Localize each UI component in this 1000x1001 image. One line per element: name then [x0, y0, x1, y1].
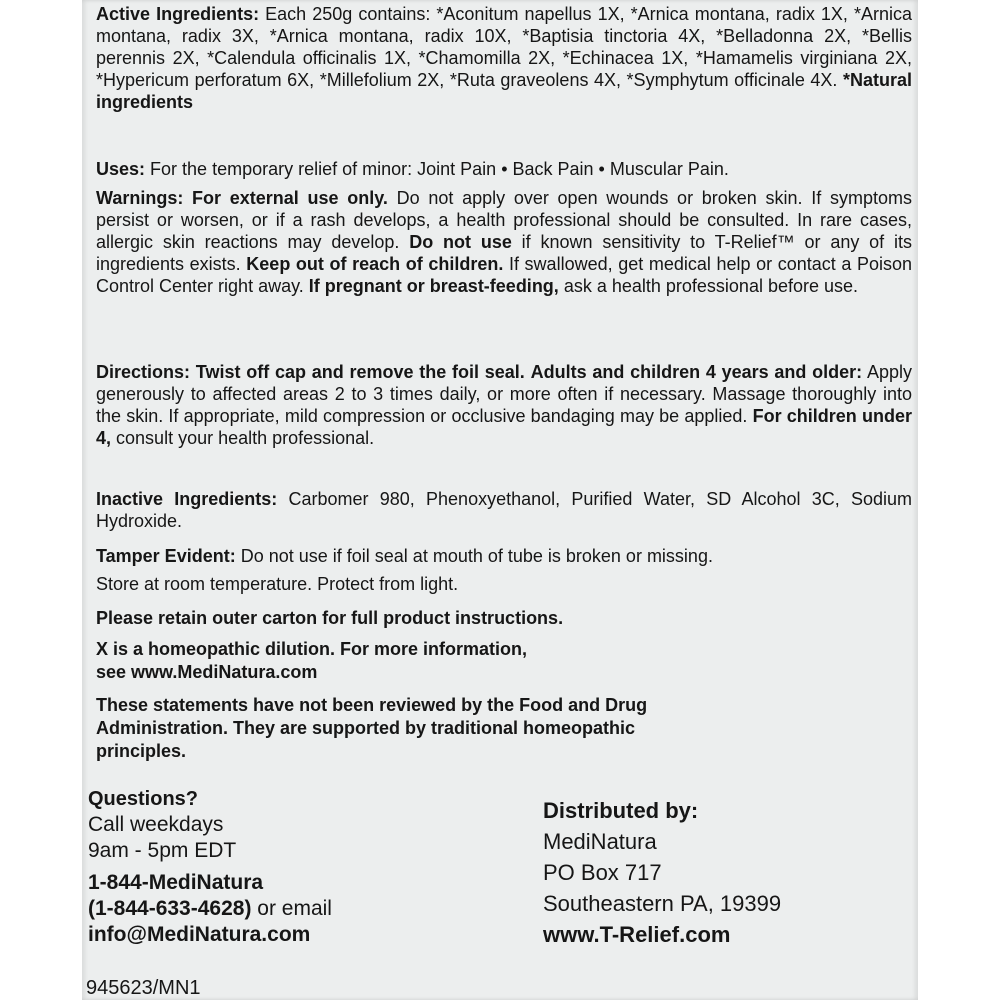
active-ingredients-label: Active Ingredients: [96, 4, 260, 24]
children-under-4-label: For children under 4, [96, 406, 912, 448]
distributor-po-box: PO Box 717 [543, 860, 662, 885]
storage-instructions: Store at room temperature. Protect from light. [96, 574, 459, 594]
adults-label: Adults and children 4 years and older: [530, 362, 863, 382]
do-not-use-label: Do not use [409, 232, 512, 252]
email-address: info@MediNatura.com [88, 923, 311, 946]
directions-text-1: Apply generously to affected areas 2 to 3 times daily, or more often if necessary. Massage thoroughly into the skin. If appropriate, mild compression or occlusive bandaging may be applied. [96, 362, 912, 426]
tamper-evident-label: Tamper Evident: [96, 546, 236, 566]
inactive-ingredients-label: Inactive Ingredients: [96, 489, 278, 509]
questions-label: Questions? [88, 788, 199, 810]
distributor-name: MediNatura [543, 829, 657, 854]
keep-out-of-reach-warning: Keep out of reach of children. [246, 254, 504, 274]
uses-text: For the temporary relief of minor: Joint Pain • Back Pain • Muscular Pain. [150, 159, 729, 179]
fda-line-1: These statements have not been reviewed by the Food and Drug [96, 695, 648, 715]
directions-label: Directions: [96, 362, 191, 382]
active-ingredients-section [96, 3, 912, 113]
inactive-ingredients-section [96, 488, 912, 532]
warnings-label: Warnings: [96, 188, 184, 208]
tamper-evident-text: Do not use if foil seal at mouth of tube is broken or missing. [240, 546, 713, 566]
homeopathic-note [96, 638, 912, 684]
warnings-section [96, 187, 912, 297]
natural-ingredients-note: *Natural ingredients [96, 70, 912, 112]
distributor-city: Southeastern PA, 19399 [543, 891, 782, 916]
twist-off-instruction: Twist off cap and remove the foil seal. [195, 362, 525, 382]
phone-name: 1-844-MediNatura [88, 871, 264, 894]
active-ingredients-text: Each 250g contains: *Aconitum napellus 1X, *Arnica montana, radix 1X, *Arnica montana, radix 3X, *Arnica montana, radix 10X, *Baptisia tinctoria 4X, *Belladonna 2X, *Bellis perennis 2X, *Calendula officinalis 1X, *Chamomilla 2X, *Echinacea 1X, *Hamamelis virginiana 2X, *Hypericum perforatum 6X, *Millefolium 2X, *Ruta graveolens 4X, *Symphytum officinale 4X. [96, 4, 912, 90]
warnings-text-3: If swallowed, get medical help or contact a Poison Control Center right away. [96, 254, 912, 296]
call-hours: 9am - 5pm EDT [88, 839, 237, 862]
questions-block [88, 786, 332, 948]
warnings-text-2: if known sensitivity to T-Relief™ or any of its ingredients exists. [96, 232, 912, 274]
phone-number: (1-844-633-4628) [88, 897, 252, 920]
pregnancy-warning: If pregnant or breast-feeding, [308, 276, 559, 296]
external-use-warning: For external use only. [192, 188, 388, 208]
distributed-by-label: Distributed by: [543, 798, 699, 823]
fda-line-2: Administration. They are supported by traditional homeopathic [96, 718, 636, 738]
retain-carton-note: Please retain outer carton for full product instructions. [96, 608, 564, 628]
product-code: 945623/MN1 [86, 977, 201, 999]
homeopathic-line-1: X is a homeopathic dilution. For more information, [96, 639, 528, 659]
call-weekdays: Call weekdays [88, 813, 224, 836]
or-email-text: or email [251, 897, 332, 920]
distributor-block [543, 795, 781, 950]
distributor-website: www.T-Relief.com [543, 922, 731, 947]
directions-text-2: consult your health professional. [116, 428, 375, 448]
fda-disclaimer [96, 694, 912, 763]
uses-label: Uses: [96, 159, 146, 179]
tamper-evident-section [96, 545, 912, 595]
warnings-text-1: Do not apply over open wounds or broken skin. If symptoms persist or worsen, or if a rash develops, a health professional should be consulted. In rare cases, allergic skin reactions may develop. [96, 188, 912, 252]
homeopathic-line-2: see www.MediNatura.com [96, 662, 318, 682]
directions-section [96, 361, 912, 449]
warnings-text-4: ask a health professional before use. [563, 276, 859, 296]
uses-section [96, 158, 912, 180]
fda-line-3: principles. [96, 741, 187, 761]
inactive-ingredients-text: Carbomer 980, Phenoxyethanol, Purified Water, SD Alcohol 3C, Sodium Hydroxide. [96, 489, 912, 531]
